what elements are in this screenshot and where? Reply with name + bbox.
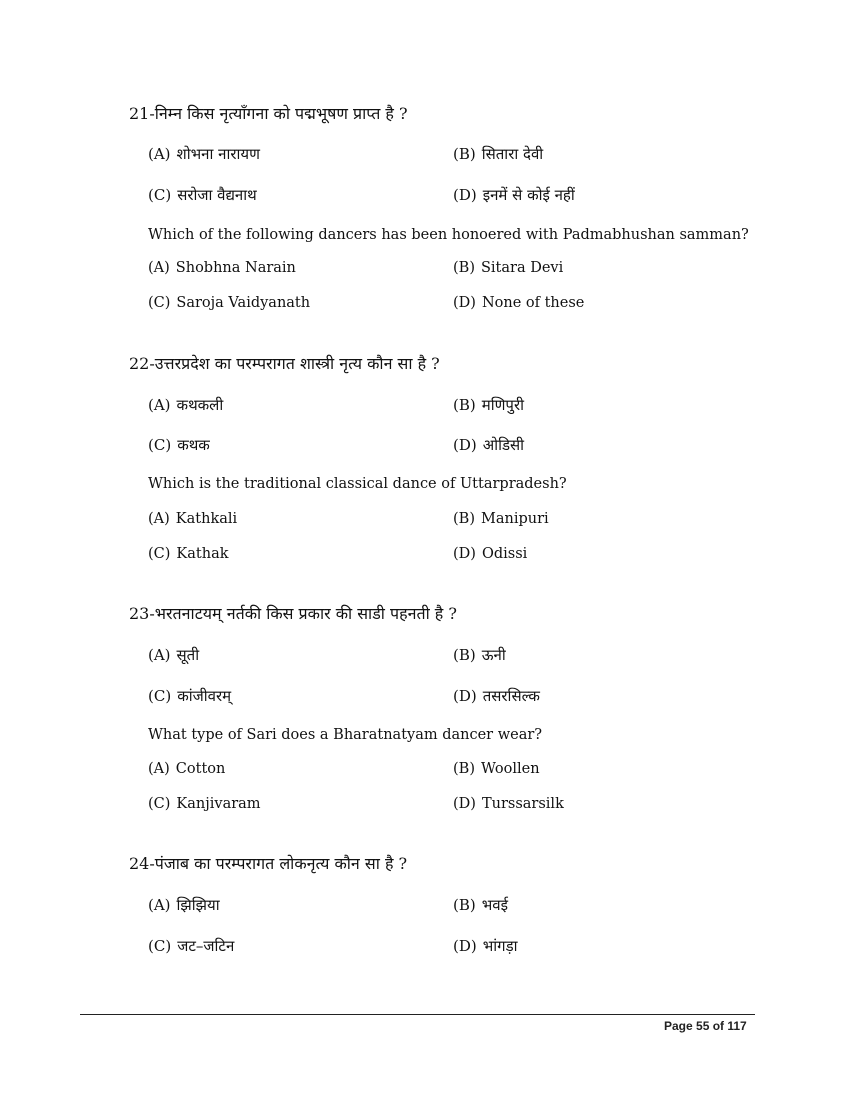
question-24-hindi-option-a — [148, 895, 220, 915]
option-letter: (C) — [148, 796, 171, 812]
option-text: Turssarsilk — [481, 796, 564, 812]
option-text: Woollen — [480, 761, 540, 777]
option-letter: (B) — [453, 646, 476, 664]
question-24-hindi-option-b — [453, 895, 508, 915]
option-letter: (C) — [148, 436, 172, 454]
question-21-hindi-option-b — [453, 144, 543, 164]
option-letter: (B) — [453, 145, 476, 163]
question-number: 22- — [129, 354, 155, 373]
option-text: सरोजा वैद्यनाथ — [177, 186, 257, 204]
option-letter: (B) — [453, 896, 476, 914]
option-letter: (B) — [453, 260, 475, 276]
option-letter: (A) — [148, 145, 171, 163]
option-letter: (C) — [148, 295, 171, 311]
option-letter: (C) — [148, 546, 171, 562]
question-21-english-option-d — [453, 293, 584, 313]
question-23-hindi-option-d — [453, 686, 540, 706]
option-text: कथकली — [176, 396, 224, 414]
option-letter: (A) — [148, 260, 170, 276]
option-text: शोभना नारायण — [176, 145, 260, 163]
question-21-hindi-option-c — [148, 185, 257, 205]
question-22-english-option-b — [453, 509, 549, 529]
option-text: सितारा देवी — [481, 145, 544, 163]
option-text: जट–जटिन — [177, 937, 235, 955]
question-21-hindi-text — [129, 103, 408, 125]
option-text: तसरसिल्क — [482, 687, 540, 705]
option-text: ऊनी — [481, 646, 506, 664]
option-text: सूती — [176, 646, 200, 664]
option-letter: (B) — [453, 396, 476, 414]
option-letter: (D) — [453, 186, 477, 204]
option-letter: (B) — [453, 761, 475, 777]
option-text: Kathkali — [175, 511, 238, 527]
option-letter: (A) — [148, 896, 171, 914]
option-text: Cotton — [175, 761, 226, 777]
option-text: भांगड़ा — [482, 937, 518, 955]
question-24-hindi-option-c — [148, 936, 234, 956]
question-number: 24- — [129, 854, 155, 873]
question-text: पंजाब का परम्परागत लोकनृत्य कौन सा है ? — [154, 854, 408, 873]
page-number: Page 55 of 117 — [664, 1019, 747, 1033]
option-text: इनमें से कोई नहीं — [482, 186, 575, 204]
question-22-english-option-d — [453, 544, 527, 564]
option-text: Kathak — [176, 546, 229, 562]
option-letter: (A) — [148, 761, 170, 777]
option-text: भवई — [481, 896, 508, 914]
question-22-hindi-option-b — [453, 395, 524, 415]
question-22-english-option-a — [148, 509, 237, 529]
option-letter: (A) — [148, 396, 171, 414]
option-letter: (A) — [148, 511, 170, 527]
option-letter: (C) — [148, 937, 172, 955]
question-23-english-option-c — [148, 794, 261, 814]
question-21-hindi-option-a — [148, 144, 260, 164]
option-letter: (D) — [453, 796, 476, 812]
question-21-english-option-a — [148, 258, 296, 278]
option-letter: (D) — [453, 436, 477, 454]
option-text: Manipuri — [480, 511, 549, 527]
question-24-hindi-option-d — [453, 936, 518, 956]
option-letter: (D) — [453, 687, 477, 705]
question-text: भरतनाटयम् नर्तकी किस प्रकार की साडी पहनती है ? — [154, 604, 457, 623]
option-text: Sitara Devi — [480, 260, 564, 276]
question-22-hindi-option-c — [148, 435, 210, 455]
question-23-english-option-d — [453, 794, 564, 814]
question-24-hindi-text — [129, 853, 407, 875]
question-22-english-option-c — [148, 544, 229, 564]
question-text: उत्तरप्रदेश का परम्परागत शास्त्री नृत्य कौन सा है ? — [154, 354, 440, 373]
option-text: Kanjivaram — [176, 796, 261, 812]
question-23-english-option-a — [148, 759, 225, 779]
question-number: 21- — [129, 104, 155, 123]
question-22-hindi-option-d — [453, 435, 524, 455]
option-letter: (D) — [453, 295, 476, 311]
option-text: मणिपुरी — [481, 396, 524, 414]
question-23-hindi-option-a — [148, 645, 199, 665]
option-text: झिझिया — [176, 896, 220, 914]
question-text: निम्न किस नृत्याँगना को पद्मभूषण प्राप्त है ? — [154, 104, 408, 123]
question-23-hindi-option-c — [148, 686, 231, 706]
option-letter: (C) — [148, 687, 172, 705]
question-23-english-text: What type of Sari does a Bharatnatyam dancer wear? — [148, 727, 543, 743]
option-text: ओडिसी — [482, 436, 525, 454]
option-text: कथक — [177, 436, 210, 454]
question-23-hindi-text — [129, 603, 457, 625]
option-text: कांजीवरम् — [177, 687, 232, 705]
question-22-hindi-text — [129, 353, 440, 375]
question-23-hindi-option-b — [453, 645, 506, 665]
question-21-english-option-b — [453, 258, 563, 278]
footer-divider — [80, 1014, 755, 1015]
question-21-english-option-c — [148, 293, 310, 313]
option-letter: (D) — [453, 546, 476, 562]
question-number: 23- — [129, 604, 155, 623]
option-text: Odissi — [481, 546, 528, 562]
option-letter: (D) — [453, 937, 477, 955]
option-text: Saroja Vaidyanath — [176, 295, 311, 311]
question-22-english-text: Which is the traditional classical dance of Uttarpradesh? — [148, 476, 567, 492]
option-letter: (C) — [148, 186, 172, 204]
option-letter: (B) — [453, 511, 475, 527]
option-letter: (A) — [148, 646, 171, 664]
question-22-hindi-option-a — [148, 395, 223, 415]
option-text: None of these — [481, 295, 585, 311]
question-21-english-text: Which of the following dancers has been honoered with Padmabhushan samman? — [148, 227, 749, 243]
question-23-english-option-b — [453, 759, 540, 779]
option-text: Shobhna Narain — [175, 260, 296, 276]
question-21-hindi-option-d — [453, 185, 575, 205]
